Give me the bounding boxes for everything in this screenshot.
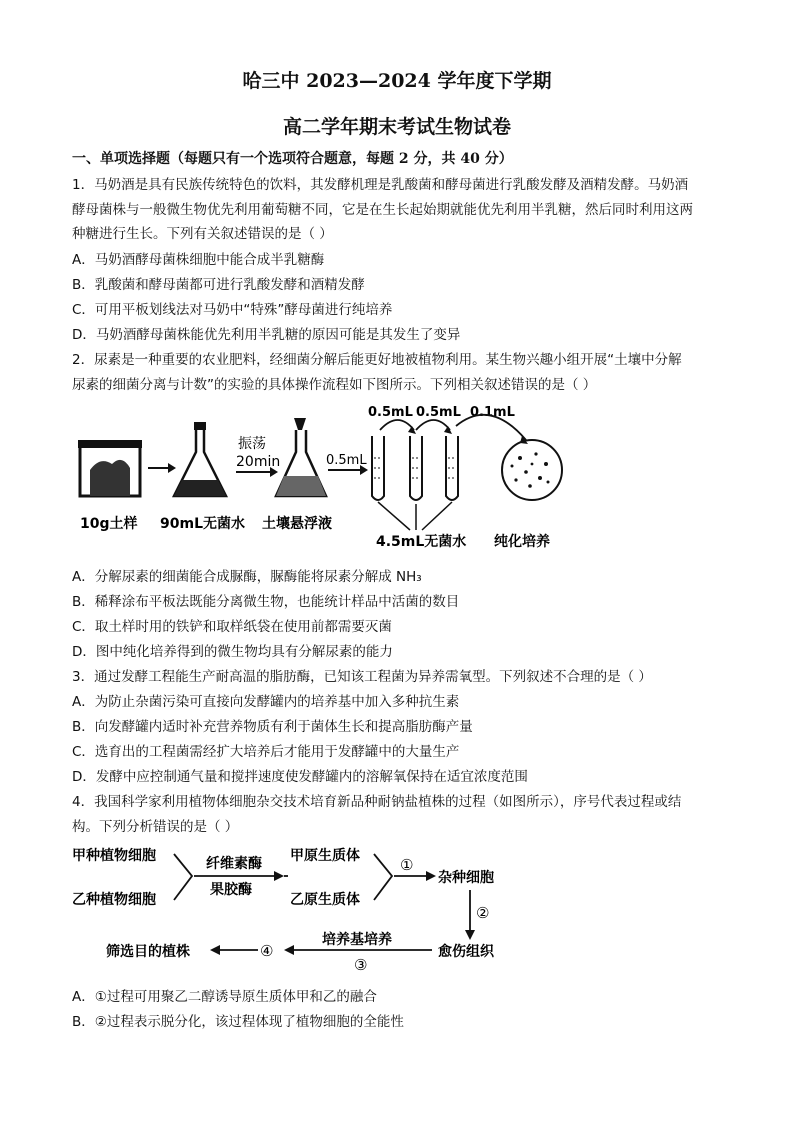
dilution-volume-label: 0.5mL <box>416 405 461 420</box>
test-tube-icon <box>446 436 458 500</box>
question-stem-line: 酵母菌株与一般微生物优先利用葡萄糖不同，它是在生长起始期就能优先利用半乳糖，然后同时利用这两 <box>72 202 693 218</box>
option-a: A．①过程可用聚乙二醇诱导原生质体甲和乙的融合 <box>72 989 377 1005</box>
question-stem-line: 2．尿素是一种重要的农业肥料，经细菌分解后能更好地被植物利用。某生物兴趣小组开展“土壤中分解 <box>72 352 682 368</box>
soil-dilution-figure <box>70 396 590 556</box>
flask-icon <box>174 422 226 496</box>
option-c: C．取土样时用的铁铲和取样纸袋在使用前都需要灭菌 <box>72 619 392 635</box>
shake-time-label: 20min <box>236 454 281 470</box>
medium-culture-label: 培养基培养 <box>322 932 392 948</box>
question-stem-line: 尿素的细菌分离与计数”的实验的具体操作流程如下图所示。下列相关叙述错误的是（ ） <box>72 377 597 393</box>
option-c: C．可用平板划线法对马奶中“特殊”酵母菌进行纯培养 <box>72 302 393 318</box>
option-b: B．乳酸菌和酵母菌都可进行乳酸发酵和酒精发酵 <box>72 277 365 293</box>
question-stem-line: 1．马奶酒是具有民族传统特色的饮料，其发酵机理是乳酸菌和酵母菌进行乳酸发酵及酒精发酵。马奶酒 <box>72 177 689 193</box>
step-1-marker: ① <box>400 856 414 874</box>
option-d: D．发酵中应控制通气量和搅拌速度使发酵罐内的溶解氧保持在适宜浓度范围 <box>72 769 528 785</box>
option-a: A．马奶酒酵母菌株细胞中能合成半乳糖酶 <box>72 252 325 268</box>
enzyme-pectinase-label: 果胶酶 <box>210 882 252 898</box>
arrow-icon <box>148 463 176 473</box>
option-b: B．稀释涂布平板法既能分离微生物，也能统计样品中活菌的数目 <box>72 594 460 610</box>
option-c: C．选育出的工程菌需经扩大培养后才能用于发酵罐中的大量生产 <box>72 744 460 760</box>
option-b: B．向发酵罐内适时补充营养物质有利于菌体生长和提高脂肪酶产量 <box>72 719 473 735</box>
callus-label: 愈伤组织 <box>438 944 494 960</box>
shake-label: 振荡 <box>238 436 266 452</box>
transfer-volume-label: 0.5mL <box>326 453 367 468</box>
enzyme-cellulase-label: 纤维素酶 <box>206 856 262 872</box>
test-tube-icon <box>372 436 384 500</box>
cell-a-label: 甲种植物细胞 <box>72 848 156 864</box>
question-stem-line: 构。下列分析错误的是（ ） <box>72 819 239 835</box>
step-3-marker: ③ <box>354 956 368 974</box>
step-4-marker: ④ <box>260 942 274 960</box>
section-heading: 一、单项选择题（每题只有一个选项符合题意，每题 2 分，共 40 分） <box>72 151 513 167</box>
step-2-marker: ② <box>476 904 490 922</box>
arrow-icon <box>465 890 475 940</box>
question-stem-line: 种糖进行生长。下列有关叙述错误的是（ ） <box>72 226 333 242</box>
arrow-icon <box>210 945 258 955</box>
sterile-water-label: 90mL无菌水 <box>160 516 245 532</box>
flask-icon <box>276 418 326 496</box>
exam-title-line1: 哈三中 2023—2024 学年度下学期 <box>242 70 552 92</box>
petri-dish-icon <box>502 440 562 500</box>
protoplast-a-label: 甲原生质体 <box>290 848 360 864</box>
cell-b-label: 乙种植物细胞 <box>72 892 156 908</box>
arrow-icon <box>194 871 284 881</box>
dilution-volume-label: 0.1mL <box>470 405 515 420</box>
question-stem-line: 3．通过发酵工程能生产耐高温的脂肪酶，已知该工程菌为异养需氧型。下列叙述不合理的是（ ） <box>72 669 652 685</box>
dilution-volume-label: 0.5mL <box>368 405 413 420</box>
option-d: D．图中纯化培养得到的微生物均具有分解尿素的能力 <box>72 644 393 660</box>
hybrid-cell-label: 杂种细胞 <box>438 870 494 886</box>
protoplast-b-label: 乙原生质体 <box>290 892 360 908</box>
option-d: D．马奶酒酵母菌株能优先利用半乳糖的原因可能是其发生了变异 <box>72 327 461 343</box>
test-tube-icon <box>410 436 422 500</box>
tube-water-label: 4.5mL无菌水 <box>376 534 467 550</box>
soil-container-icon <box>78 440 142 496</box>
soil-suspension-label: 土壤悬浮液 <box>262 516 332 532</box>
option-b: B．②过程表示脱分化，该过程体现了植物细胞的全能性 <box>72 1014 404 1030</box>
option-a: A．为防止杂菌污染可直接向发酵罐内的培养基中加入多种抗生素 <box>72 694 460 710</box>
soil-sample-label: 10g土样 <box>80 516 138 532</box>
purification-label: 纯化培养 <box>494 534 550 550</box>
exam-title-line2: 高二学年期末考试生物试卷 <box>282 116 511 138</box>
target-plant-label: 筛选目的植株 <box>106 944 190 960</box>
option-a: A．分解尿素的细菌能合成脲酶，脲酶能将尿素分解成 NH₃ <box>72 569 422 585</box>
protoplast-fusion-figure <box>72 838 522 978</box>
question-stem-line: 4．我国科学家利用植物体细胞杂交技术培育新品种耐钠盐植株的过程（如图所示），序号代表过程或结 <box>72 794 682 810</box>
